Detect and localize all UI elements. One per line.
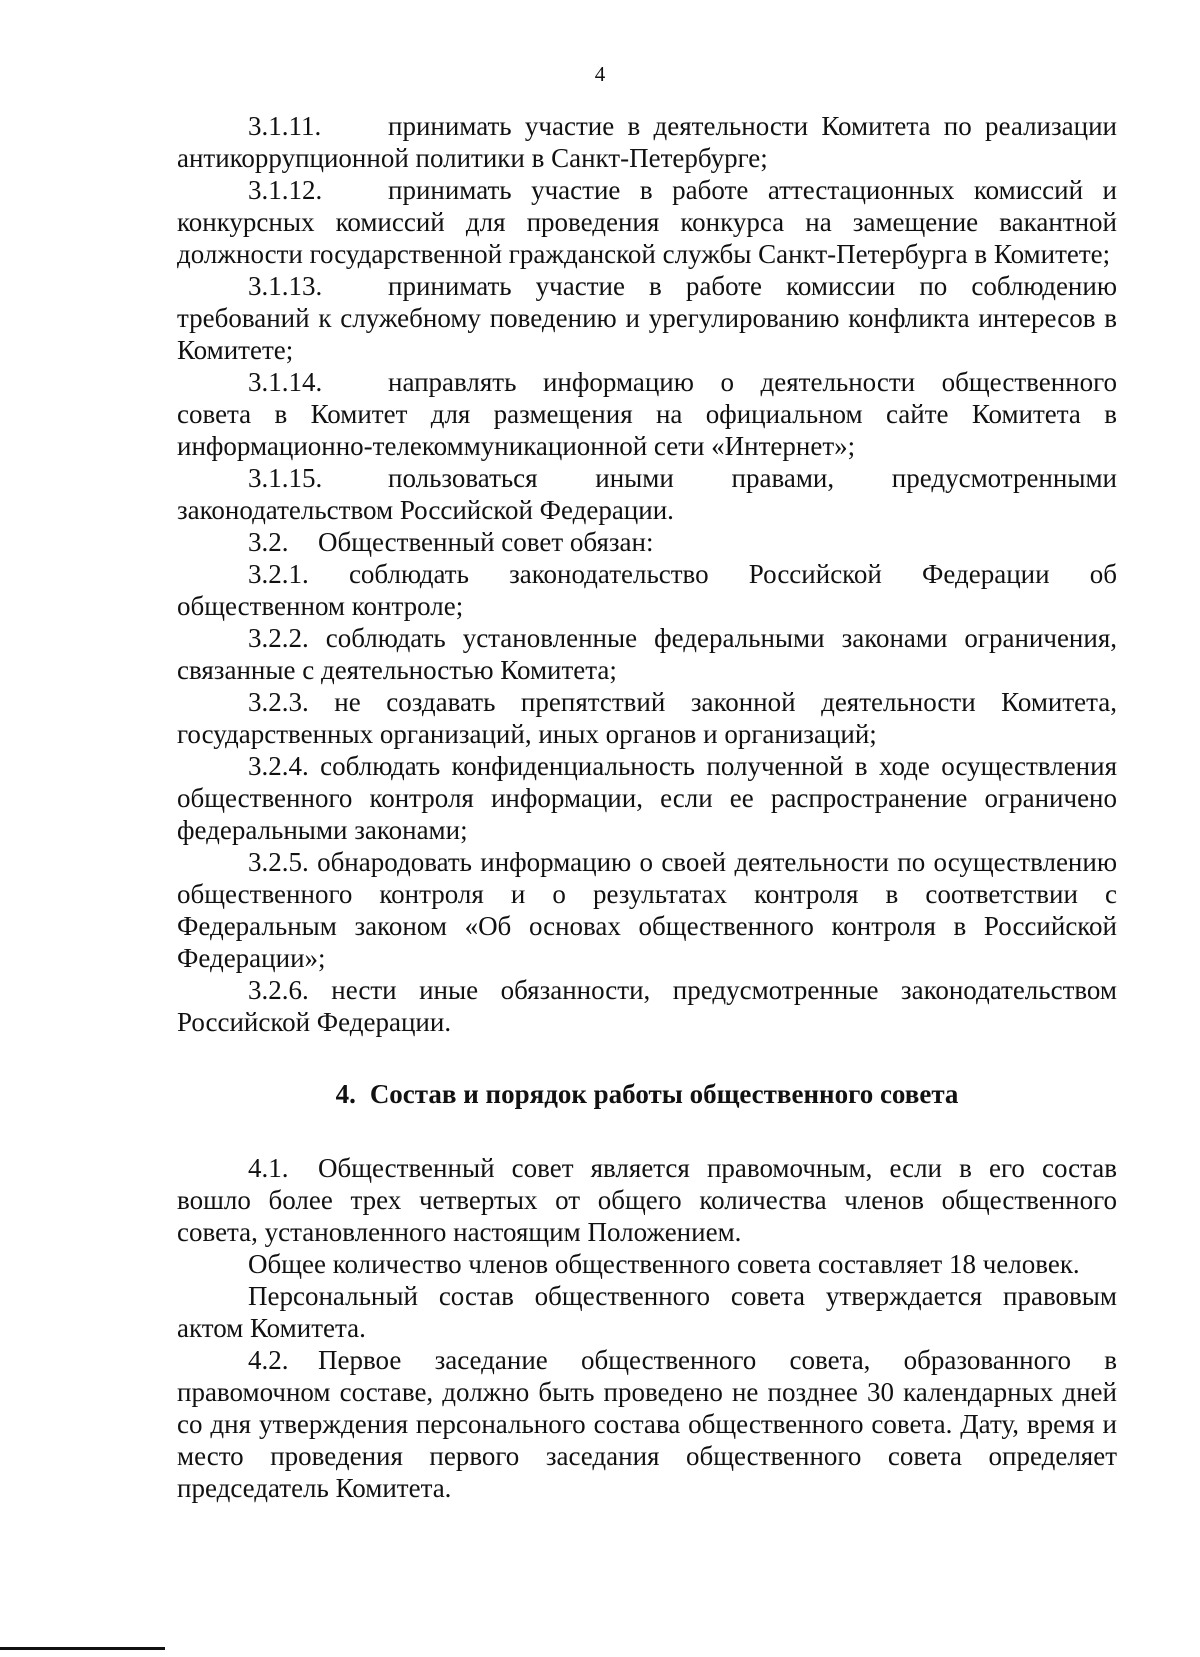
- clause-text: Общественный совет обязан:: [318, 527, 654, 557]
- clause-3-2-2: [177, 622, 1117, 686]
- clause-number: 4.1.: [248, 1153, 289, 1183]
- clause-number: 3.2.4.: [248, 751, 309, 781]
- clause-number: 3.2.5.: [248, 847, 309, 877]
- clause-4-1: [177, 1152, 1117, 1248]
- clause-number: 3.1.14.: [248, 367, 323, 397]
- clause-text: Первое заседание общественного совета, образованного в правомочном составе, должно быть проведено не позднее 30 календарных дней со дня утверждения персонального состава общественного совета. Дату, время и место проведения первого заседания общественного совета определяет председатель Комитета.: [177, 1345, 1117, 1503]
- clause-number: 4.2.: [248, 1345, 289, 1375]
- footer-divider: [0, 1647, 165, 1650]
- paragraph-text: Персональный состав общественного совета утверждается правовым актом Комитета.: [177, 1281, 1117, 1343]
- clause-number: 3.1.12.: [248, 175, 323, 205]
- clause-3-2-3: [177, 686, 1117, 750]
- clause-3-2-5: [177, 846, 1117, 974]
- clause-number: 3.2.6.: [248, 975, 309, 1005]
- clause-number: 3.1.15.: [248, 463, 323, 493]
- section-heading-number: 4.: [335, 1079, 356, 1109]
- clause-3-2-1: [177, 558, 1117, 622]
- clause-text: принимать участие в деятельности Комитета по реализации антикоррупционной политики в Санкт-Петербурге;: [177, 111, 1117, 173]
- clause-3-1-13: [177, 270, 1117, 366]
- clause-3-1-14: [177, 366, 1117, 462]
- clause-4-2: [177, 1344, 1117, 1504]
- clause-number: 3.1.13.: [248, 271, 323, 301]
- section-heading: [177, 1078, 1117, 1110]
- clause-3-1-11: [177, 110, 1117, 174]
- paragraph-personal-composition: [177, 1280, 1117, 1344]
- page-number: 4: [594, 62, 606, 86]
- clause-3-2-6: [177, 974, 1117, 1038]
- clause-3-2: [177, 526, 1117, 558]
- clause-text: Общественный совет является правомочным, если в его состав вошло более трех четвертых от общего количества членов общественного совета, установленного настоящим Положением.: [177, 1153, 1117, 1247]
- clause-text: пользоваться иными правами, предусмотренными законодательством Российской Федерации.: [177, 463, 1117, 525]
- clause-3-2-4: [177, 750, 1117, 846]
- paragraph-member-count: [177, 1248, 1117, 1280]
- clause-text: соблюдать установленные федеральными законами ограничения, связанные с деятельностью Комитета;: [177, 623, 1118, 685]
- section-heading-title: Состав и порядок работы общественного совета: [369, 1079, 959, 1109]
- clause-text: направлять информацию о деятельности общественного совета в Комитет для размещения на официальном сайте Комитета в информационно-телекоммуникационной сети «Интернет»;: [177, 367, 1117, 461]
- clause-text: соблюдать конфиденциальность полученной в ходе осуществления общественного контроля информации, если ее распространение ограничено федеральными законами;: [177, 751, 1117, 845]
- clause-text: принимать участие в работе аттестационных комиссий и конкурсных комиссий для проведения конкурса на замещение вакантной должности государственной гражданской службы Санкт-Петербурга в Комитете;: [177, 175, 1117, 269]
- clause-number: 3.1.11.: [248, 111, 322, 141]
- clause-text: не создавать препятствий законной деятельности Комитета, государственных организаций, иных органов и организаций;: [177, 687, 1118, 749]
- paragraph-text: Общее количество членов общественного совета составляет 18 человек.: [248, 1249, 1080, 1279]
- clause-number: 3.2.: [248, 527, 289, 557]
- document-body: [177, 110, 1117, 1504]
- clause-number: 3.2.1.: [248, 559, 309, 589]
- clause-text: нести иные обязанности, предусмотренные законодательством Российской Федерации.: [177, 975, 1118, 1037]
- clause-number: 3.2.2.: [248, 623, 309, 653]
- clause-text: принимать участие в работе комиссии по соблюдению требований к служебному поведению и урегулированию конфликта интересов в Комитете;: [177, 271, 1117, 365]
- clause-text: обнародовать информацию о своей деятельности по осуществлению общественного контроля и о результатах контроля в соответствии с Федеральным законом «Об основах общественного контроля в Российской Федерации»;: [177, 847, 1118, 973]
- clause-text: соблюдать законодательство Российской Федерации об общественном контроле;: [177, 559, 1118, 621]
- clause-3-1-15: [177, 462, 1117, 526]
- clause-3-1-12: [177, 174, 1117, 270]
- clause-number: 3.2.3.: [248, 687, 309, 717]
